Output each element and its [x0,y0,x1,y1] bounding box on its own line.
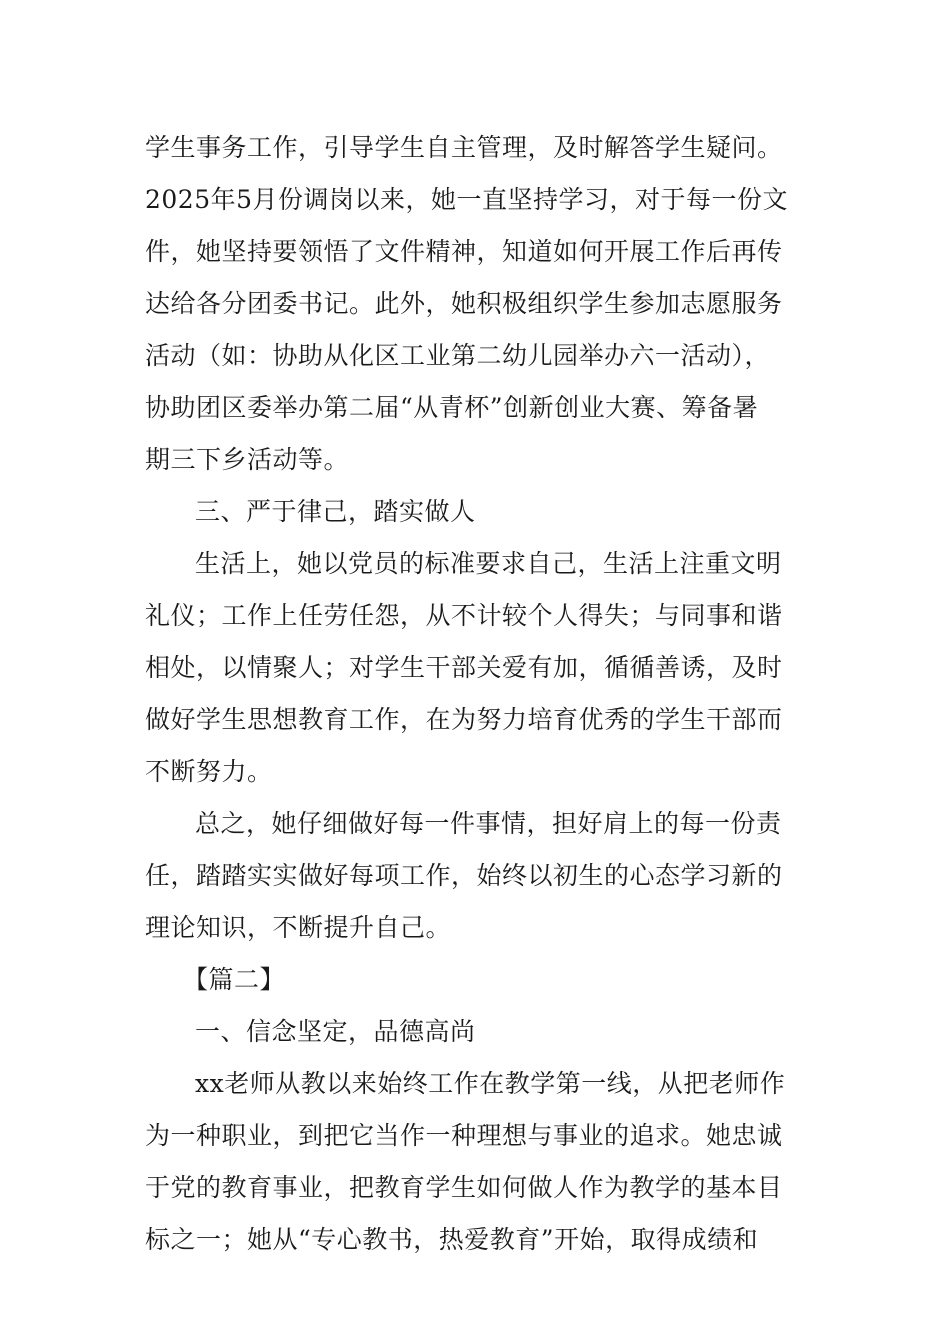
chapter-heading: 【篇二】 [183,965,286,994]
text-line: 件，她坚持要领悟了文件精神，知道如何开展工作后再传 [145,237,783,266]
text-line: 为一种职业，到把它当作一种理想与事业的追求。她忠诚 [145,1121,783,1150]
text-line: 期三下乡活动等。 [145,445,350,474]
text-line: 活动（如：协助从化区工业第二幼儿园举办六一活动）， [145,341,771,370]
text-line: 任，踏踏实实做好每项工作，始终以初生的心态学习新的 [145,861,783,890]
paragraph-start: xx老师从教以来始终工作在教学第一线，从把老师作 [195,1069,786,1098]
section-heading: 一、信念坚定，品德高尚 [195,1017,476,1046]
text-line: 理论知识，不断提升自己。 [145,913,452,942]
text-line: 做好学生思想教育工作，在为努力培育优秀的学生干部而 [145,705,783,734]
text-line: 于党的教育事业，把教育学生如何做人作为教学的基本目 [145,1173,783,1202]
text-line: 学生事务工作，引导学生自主管理，及时解答学生疑问。 [145,133,783,162]
text-line: 标之一；她从“专心教书，热爱教育”开始，取得成绩和 [145,1225,759,1254]
section-heading: 三、严于律己，踏实做人 [195,497,476,526]
text-line: 不断努力。 [145,757,273,786]
text-line: 2025年5月份调岗以来，她一直坚持学习，对于每一份文 [145,185,789,214]
text-line: 协助团区委举办第二届“从青杯”创新创业大赛、筹备暑 [145,393,759,422]
text-line: 相处，以情聚人；对学生干部关爱有加，循循善诱，及时 [145,653,783,682]
paragraph-start: 生活上，她以党员的标准要求自己，生活上注重文明 [195,549,782,578]
text-line: 达给各分团委书记。此外，她积极组织学生参加志愿服务 [145,289,783,318]
paragraph-start: 总之，她仔细做好每一件事情，担好肩上的每一份责 [195,809,782,838]
text-line: 礼仪；工作上任劳任怨，从不计较个人得失；与同事和谐 [145,601,783,630]
